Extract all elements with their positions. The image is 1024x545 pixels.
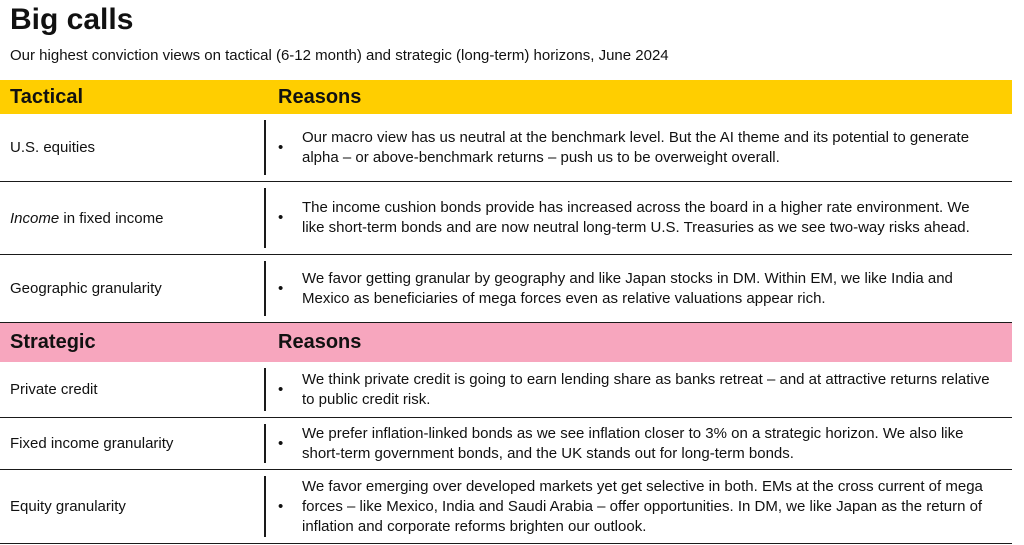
column-divider	[264, 368, 266, 411]
row-label: U.S. equities	[10, 139, 96, 156]
table-row-fixed-income-granularity	[0, 418, 1012, 470]
row-label: Geographic granularity	[10, 280, 162, 297]
strategic-header-reasons: Reasons	[278, 331, 362, 353]
bullet-icon: •	[278, 279, 284, 297]
column-divider	[264, 188, 266, 248]
table-row-us-equities	[0, 114, 1012, 182]
strategic-section-header	[0, 323, 1012, 362]
tactical-header-label: Tactical	[10, 86, 83, 108]
row-label: Equity granularity	[10, 498, 126, 515]
bullet-icon: •	[278, 138, 284, 156]
column-divider	[264, 261, 266, 316]
column-divider	[264, 476, 266, 537]
reason-text: We prefer inflation-linked bonds as we see inflation closer to 3% on a strategic horizon. We also like short-term government bonds, and the UK stands out for long-term bonds.	[302, 424, 964, 462]
row-reason	[278, 418, 994, 469]
row-reason	[278, 255, 994, 322]
row-reason	[278, 362, 994, 417]
tactical-section-header	[0, 80, 1012, 114]
row-reason	[278, 114, 994, 181]
row-label	[10, 182, 163, 254]
reason-text: We favor emerging over developed markets yet get selective in both. EMs at the cross current of mega forces – like Mexico, India and Saudi Arabia – offer opportunities. In DM, we like Japan as the return of inflation and corporate reforms brighten our outlook.	[302, 477, 983, 535]
column-divider	[264, 424, 266, 463]
table-row-income-fixed-income	[0, 182, 1012, 255]
row-label-emphasis: Income	[10, 209, 60, 227]
row-label-rest: in fixed income	[59, 209, 164, 227]
row-reason	[278, 182, 994, 254]
row-label: Fixed income granularity	[10, 435, 174, 452]
row-reason	[278, 470, 994, 543]
column-divider	[264, 120, 266, 175]
reason-text: The income cushion bonds provide has increased across the board in a higher rate environment. We like short-term bonds and are now neutral long-term U.S. Treasuries as we see two-way risks ahead.	[302, 199, 970, 236]
table-row-private-credit	[0, 362, 1012, 418]
row-label: Private credit	[10, 381, 98, 398]
strategic-header-label: Strategic	[10, 331, 96, 353]
table-row-geographic-granularity	[0, 255, 1012, 323]
tactical-header-reasons: Reasons	[278, 86, 362, 108]
bullet-icon: •	[278, 434, 284, 452]
reason-text: Our macro view has us neutral at the benchmark level. But the AI theme and its potential to generate alpha – or above-benchmark returns – push us to be overweight overall.	[302, 128, 970, 166]
bullet-icon: •	[278, 380, 284, 398]
page-title: Big calls	[10, 3, 134, 36]
bullet-icon: •	[278, 209, 284, 226]
reason-text: We think private credit is going to earn lending share as banks retreat – and at attractive returns relative to public credit risk.	[302, 370, 990, 408]
reason-text: We favor getting granular by geography and like Japan stocks in DM. Within EM, we like India and Mexico as beneficiaries of mega forces even as relative valuations appear rich.	[302, 269, 953, 307]
table-row-equity-granularity	[0, 470, 1012, 544]
bullet-icon: •	[278, 497, 284, 515]
page-subtitle: Our highest conviction views on tactical (6-12 month) and strategic (long-term) horizons, June 2024	[10, 47, 669, 64]
